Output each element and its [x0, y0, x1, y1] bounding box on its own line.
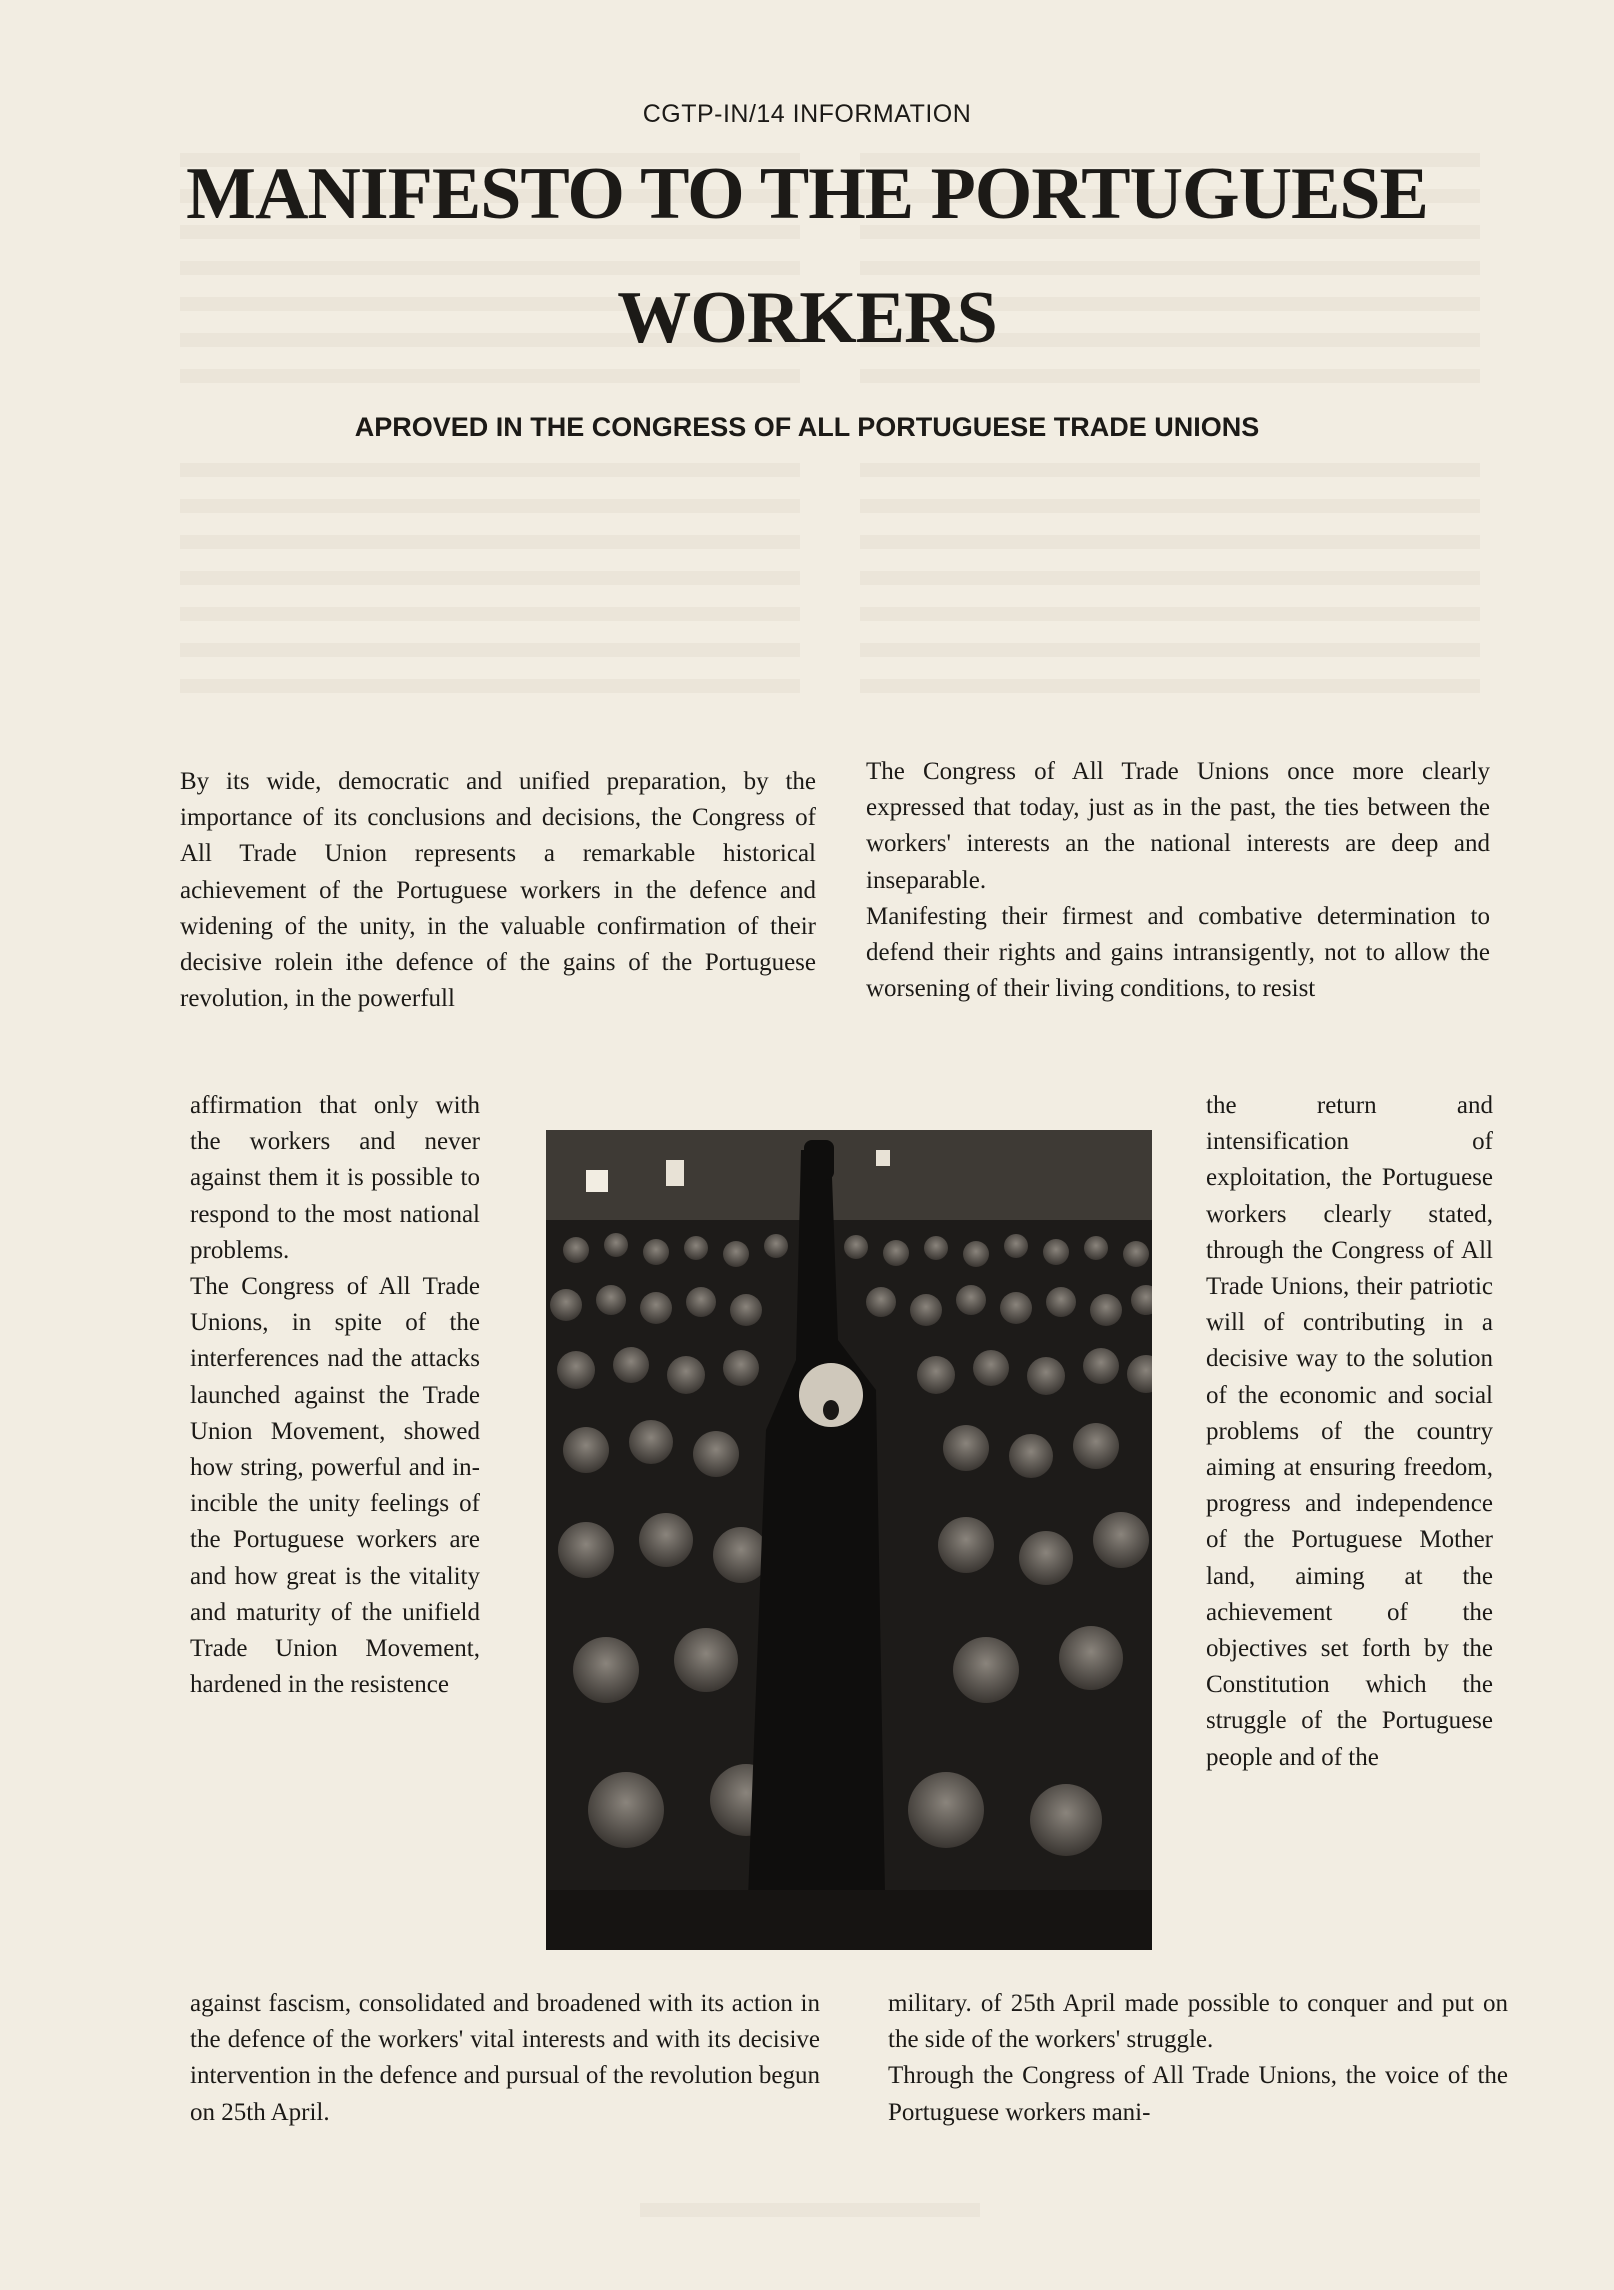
crowd-photograph: [546, 1130, 1152, 1950]
crowd-photo-illustration: [546, 1130, 1152, 1950]
right-column-top: [866, 754, 1490, 1007]
left-paragraph-2-narrow: The Congress of All Trade Unions, in spite of the interferences nad the attacks launched against the Trade Union Movement, showed how string, powerful and in-incible the unity feelings of the Portuguese workers are and how great is the vitality and maturity of the unifield Trade Union Movement, hardened in the resistence: [190, 1273, 480, 1699]
right-paragraph-1-top: The Congress of All Trade Unions once more clearly expressed that today, just as in the past, the ties between the workers' interests an the national interests are deep and inseparable.: [866, 758, 1490, 894]
page-subtitle: APROVED IN THE CONGRESS OF ALL PORTUGUESE TRADE UNIONS: [354, 412, 1260, 442]
header-label: CGTP-IN/14 INFORMATION: [642, 100, 972, 128]
right-paragraph-2-bottom: military. of 25th April made possible to conquer and put on the side of the workers' struggle.: [888, 1990, 1508, 2054]
left-column-bottom: [190, 1986, 820, 2131]
right-column-narrow: [1206, 1088, 1493, 1776]
left-column-top: [180, 764, 816, 1017]
left-paragraph-1-narrow: affirmation that only with the workers and never against them it is possible to respond to the most national problems.: [190, 1092, 480, 1264]
right-paragraph-2-narrow: the return and intensification of exploitation, the Portuguese workers clearly stated, through the Congress of All Trade Unions, their patriotic will of contributing in a decisive way to the solution of the economic and social problems of the country aiming at ensuring freedom, progress and independence of the Portuguese Mother land, aiming at the achievement of the objectives set forth by the Constitution which the struggle of the Portuguese people and of the: [1206, 1092, 1493, 1771]
left-paragraph-2-bottom: against fascism, consolidated and broadened with its action in the defence of the workers' vital interests and with its decisive intervention in the defence and pursual of the revolution begun on 25th April.: [190, 1990, 820, 2126]
right-paragraph-3-bottom: Through the Congress of All Trade Unions, the voice of the Portuguese workers mani-: [888, 2062, 1508, 2126]
left-paragraph-1-top: By its wide, democratic and unified preparation, by the importance of its conclusions and decisions, the Congress of All Trade Union represents a remarkable historical achievement of the Portuguese workers in the defence and widening of the unity, in the valuable confirmation of their decisive rolein ithe defence of the gains of the Portuguese revolution, in the powerfull: [180, 768, 816, 1013]
left-column-narrow: [190, 1088, 480, 1703]
right-column-bottom: [888, 1986, 1508, 2131]
page-title: MANIFESTO TO THE PORTUGUESE WORKERS: [186, 153, 1428, 359]
right-paragraph-2-top: Manifesting their firmest and combative determination to defend their rights and gains intransigently, not to allow the worsening of their living conditions, to resist: [866, 902, 1490, 1003]
